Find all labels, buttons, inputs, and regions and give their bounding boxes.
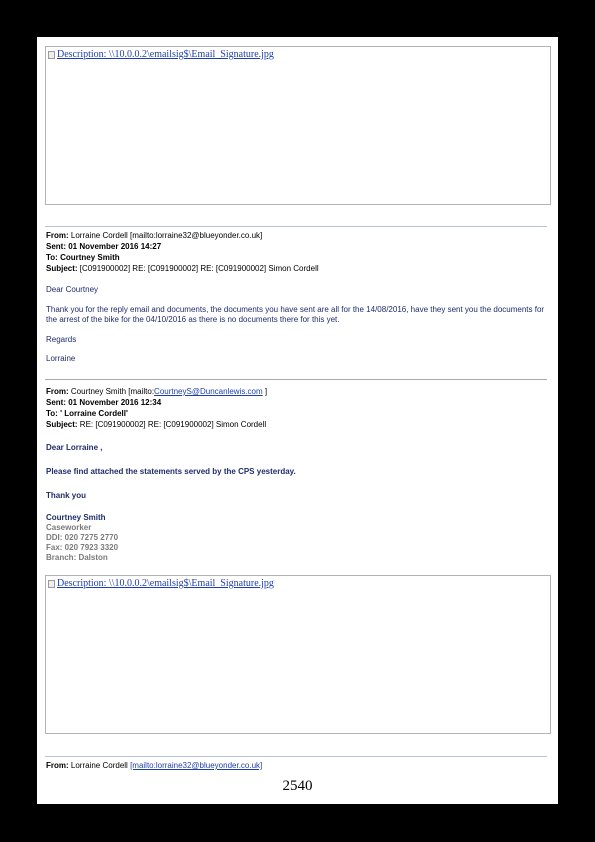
from-email-link[interactable]: [mailto:lorraine32@blueyonder.co.uk] <box>130 761 263 770</box>
to-value: ' Lorraine Cordell' <box>60 409 128 418</box>
from-label: From: <box>46 761 69 770</box>
sent-value: 01 November 2016 12:34 <box>68 398 162 407</box>
broken-image-icon <box>48 580 55 588</box>
page-number: 2540 <box>282 778 313 794</box>
subject-value: [C091900002] RE: [C091900002] RE: [C091900002] Simon Cordell <box>79 264 319 273</box>
signature-branch: Branch: Dalston <box>46 553 108 562</box>
signature-name: Courtney Smith <box>46 513 106 522</box>
from-value: Lorraine Cordell [mailto:lorraine32@blueyonder.co.uk] <box>70 231 263 240</box>
header-divider <box>45 756 547 757</box>
subject-value: RE: [C091900002] RE: [C091900002] Simon Cordell <box>79 420 267 429</box>
email1-body: Thank you for the reply email and documents, the documents you have sent are all for the 14/08/2016, have they sent you the documents for the arrest of the bike for the 04/10/2016 as there is no documents there for this yet. <box>46 305 545 324</box>
to-label: To: <box>46 409 58 418</box>
from-email-link[interactable]: CourtneyS@Duncanlewis.com <box>154 387 263 396</box>
email2-body: Please find attached the statements served by the CPS yesterday. <box>46 467 296 476</box>
email-signature-image <box>45 46 551 205</box>
email-header-1 <box>46 230 546 274</box>
email1-signoff: Lorraine <box>46 354 76 363</box>
email2-thanks: Thank you <box>46 491 87 500</box>
image-alt-label: Description: \\10.0.0.2\emailsig$\Email_Signature.jpg <box>57 578 274 589</box>
email1-greeting: Dear Courtney <box>46 285 99 294</box>
email-signature-block <box>46 513 118 563</box>
subject-label: Subject: <box>46 264 78 273</box>
from-value: Lorraine Cordell <box>70 761 128 770</box>
from-label: From: <box>46 387 69 396</box>
email-header-2 <box>46 386 546 430</box>
email1-regards: Regards <box>46 335 77 344</box>
sent-label: Sent: <box>46 398 66 407</box>
email-signature-image <box>45 575 551 734</box>
header-divider <box>45 379 547 380</box>
to-value: Courtney Smith <box>60 253 120 262</box>
email-header-3 <box>46 760 546 771</box>
image-alt-label: Description: \\10.0.0.2\emailsig$\Email_Signature.jpg <box>57 49 274 60</box>
signature-ddi: DDI: 020 7275 2770 <box>46 533 119 542</box>
email2-greeting: Dear Lorraine , <box>46 443 103 452</box>
image-alt-text[interactable] <box>48 49 274 60</box>
sent-value: 01 November 2016 14:27 <box>68 242 162 251</box>
broken-image-icon <box>48 51 55 59</box>
signature-role: Caseworker <box>46 523 92 532</box>
from-label: From: <box>46 231 69 240</box>
from-suffix: ] <box>264 387 268 396</box>
subject-label: Subject: <box>46 420 78 429</box>
sent-label: Sent: <box>46 242 66 251</box>
header-divider <box>45 226 547 227</box>
to-label: To: <box>46 253 58 262</box>
document-page <box>37 37 558 804</box>
signature-fax: Fax: 020 7923 3320 <box>46 543 119 552</box>
from-value: Courtney Smith [mailto: <box>70 387 155 396</box>
image-alt-text[interactable] <box>48 578 274 589</box>
